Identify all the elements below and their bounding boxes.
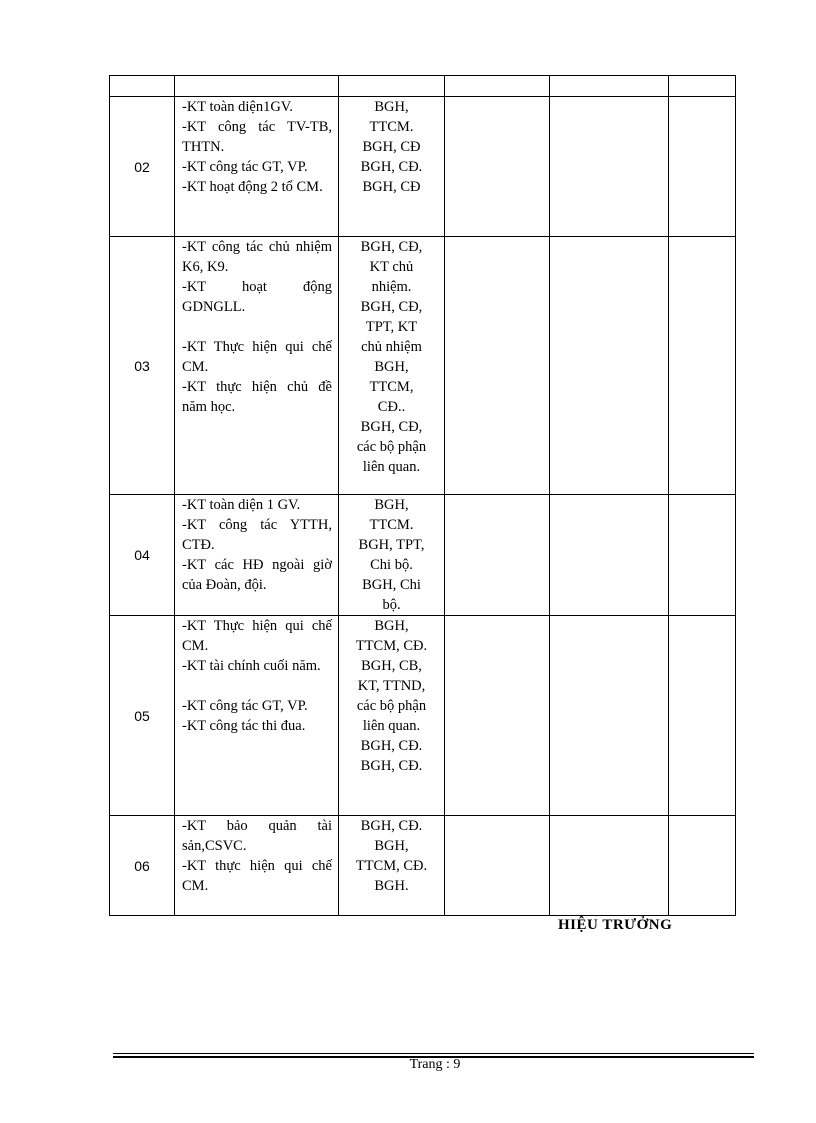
- principal-signature-title: HIỆU TRƯỞNG: [558, 917, 673, 933]
- responsible-item: TTCM, CĐ.: [355, 858, 428, 874]
- responsible-item: các bộ phận: [356, 439, 427, 455]
- inspection-plan-table: [109, 75, 736, 916]
- footer-divider: [113, 1053, 754, 1054]
- empty-cell: [445, 816, 550, 916]
- responsible-item: BGH, CĐ,: [360, 239, 423, 255]
- responsible-item: BGH, Chi: [362, 577, 421, 593]
- responsible-item: CĐ..: [377, 399, 406, 415]
- task-item: -KT thực hiện qui chế CM.: [182, 858, 332, 894]
- empty-cell: [669, 495, 736, 616]
- responsible-item: BGH,: [374, 618, 409, 634]
- table-row: [110, 97, 736, 237]
- responsible-item: BGH,: [374, 497, 409, 513]
- responsible-item: BGH, CĐ: [362, 139, 421, 155]
- responsible-cell: [339, 97, 445, 237]
- responsible-item: BGH, CĐ,: [360, 299, 423, 315]
- table-row: [110, 237, 736, 495]
- page-number: Trang : 9: [409, 1057, 461, 1072]
- empty-cell: [550, 616, 669, 816]
- responsible-cell: [339, 816, 445, 916]
- task-item: -KT công tác chủ nhiệm K6, K9.: [182, 239, 332, 275]
- empty-cell: [669, 237, 736, 495]
- responsible-item: TTCM,: [369, 379, 414, 395]
- task-item: -KT bảo quản tài sản,CSVC.: [182, 818, 332, 854]
- table-header-row: [110, 76, 736, 97]
- responsible-item: KT, TTND,: [357, 678, 426, 694]
- empty-cell: [669, 76, 736, 97]
- responsible-item: TTCM.: [369, 119, 414, 135]
- responsible-item: liên quan.: [362, 459, 421, 475]
- task-item: -KT hoạt động 2 tổ CM.: [182, 179, 323, 195]
- empty-cell: [550, 495, 669, 616]
- empty-cell: [669, 97, 736, 237]
- empty-cell: [669, 616, 736, 816]
- responsible-item: bộ.: [382, 597, 401, 613]
- responsible-item: BGH, CĐ.: [360, 738, 423, 754]
- month-number: 02: [110, 97, 175, 237]
- responsible-item: BGH, CĐ.: [360, 159, 423, 175]
- task-cell: [175, 97, 339, 237]
- responsible-item: BGH, CB,: [361, 658, 422, 674]
- responsible-item: Chi bộ.: [370, 557, 413, 573]
- empty-cell: [550, 97, 669, 237]
- responsible-item: BGH,: [374, 838, 409, 854]
- task-item: -KT Thực hiện qui chế CM.: [182, 339, 332, 375]
- task-item: -KT Thực hiện qui chế CM.: [182, 618, 332, 654]
- responsible-item: BGH, CĐ.: [360, 758, 423, 774]
- responsible-item: chủ nhiệm: [361, 339, 422, 355]
- empty-cell: [550, 816, 669, 916]
- task-cell: [175, 616, 339, 816]
- responsible-cell: [339, 495, 445, 616]
- month-number: 03: [110, 237, 175, 495]
- responsible-item: KT chủ: [369, 259, 414, 275]
- responsible-item: BGH,: [374, 359, 409, 375]
- task-item: -KT công tác thi đua.: [182, 718, 306, 734]
- month-number: 06: [110, 816, 175, 916]
- task-item: -KT thực hiện chủ đề năm học.: [182, 379, 332, 415]
- empty-cell: [445, 97, 550, 237]
- task-cell: [175, 816, 339, 916]
- responsible-item: liên quan.: [362, 718, 421, 734]
- empty-cell: [445, 616, 550, 816]
- responsible-item: BGH.: [374, 878, 409, 894]
- task-item: -KT các HĐ ngoài giờ của Đoàn, đội.: [182, 557, 332, 593]
- responsible-cell: [339, 616, 445, 816]
- empty-cell: [445, 237, 550, 495]
- table-row: [110, 616, 736, 816]
- task-item: -KT toàn diện 1 GV.: [182, 497, 301, 513]
- table-row: [110, 495, 736, 616]
- task-cell: [175, 495, 339, 616]
- empty-cell: [550, 76, 669, 97]
- responsible-item: các bộ phận: [356, 698, 427, 714]
- empty-cell: [110, 76, 175, 97]
- empty-cell: [175, 76, 339, 97]
- responsible-item: TPT, KT: [365, 319, 418, 335]
- responsible-item: TTCM, CĐ.: [355, 638, 428, 654]
- task-cell: [175, 237, 339, 495]
- empty-cell: [445, 495, 550, 616]
- task-item: -KT công tác GT, VP.: [182, 159, 308, 175]
- responsible-item: BGH, TPT,: [358, 537, 425, 553]
- responsible-item: BGH, CĐ.: [360, 818, 423, 834]
- table-row: [110, 816, 736, 916]
- task-item: -KT tài chính cuối năm.: [182, 658, 321, 674]
- empty-cell: [669, 816, 736, 916]
- task-item: -KT công tác GT, VP.: [182, 698, 308, 714]
- task-item: -KT công tác YTTH, CTĐ.: [182, 517, 332, 553]
- task-item: -KT hoạt động GDNGLL.: [182, 279, 332, 315]
- task-item: -KT công tác TV-TB, THTN.: [182, 119, 332, 155]
- task-item: -KT toàn diện1GV.: [182, 99, 294, 115]
- empty-cell: [339, 76, 445, 97]
- responsible-item: BGH, CĐ: [362, 179, 421, 195]
- responsible-item: BGH, CĐ,: [360, 419, 423, 435]
- month-number: 04: [110, 495, 175, 616]
- responsible-item: nhiệm.: [371, 279, 412, 295]
- responsible-item: BGH,: [374, 99, 409, 115]
- spacer: [182, 317, 332, 337]
- empty-cell: [550, 237, 669, 495]
- responsible-item: TTCM.: [369, 517, 414, 533]
- month-number: 05: [110, 616, 175, 816]
- empty-cell: [445, 76, 550, 97]
- spacer: [182, 676, 332, 696]
- responsible-cell: [339, 237, 445, 495]
